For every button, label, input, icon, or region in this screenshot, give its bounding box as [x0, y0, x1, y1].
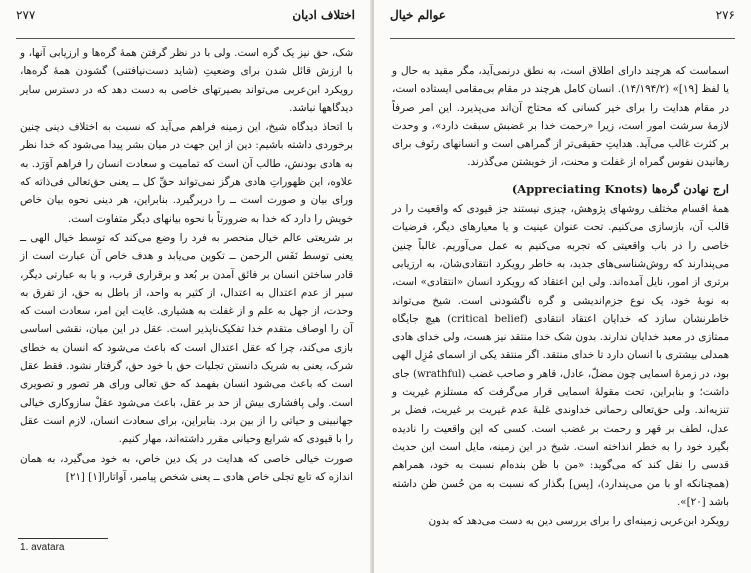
- page-body: [392, 62, 729, 530]
- paragraph: بر شریعتی عالم خیال منحصر به فرد را وضع می‌کند که توسط خیال الهی ــ یعنی توسط نَفَس الرحمن ــ تکوین می‌یابد و هدف خاص آن عبارت است از قادر ساختن انسان بر فائق آمدن بر بُعد و برقراری قرب، و با به عبارتی دیگر، سیر از عدم اعتدال به اعتدال، از کثیر به واحد، از باطل به حق، از تفرق به وحدت، از جهل به علم و از غفلت به هشیاری. غایت این امر، سعادت است که آن را اوصاف متقدم خدا تفکیک‌ناپذیر است. عقل در این میان، نقشی اساسی بازی می‌کند، چرا که عقل اعتدال است که باعث می‌شود که انسان به خطای شرک، یعنی به شریک دانستن تجلیات حق با خود حق، گرفتار نشود. فقط عقل است که باعث می‌شود انسان بفهمد که حق تعالی ورای هر تصور و تصویری است. ولی پافشاری بیش از حد بر عقل، باعث می‌شود عقلْ سازوکاری خیالی جهانبینی و حیاتی را از بین برد. بنابراین، برای سعادت انسان، لازم است عقل را با قیودی که شرایع وحیانی مقرر داشته‌اند، مهار کنیم.: [20, 231, 353, 446]
- running-title: اختلاف ادیان: [292, 8, 355, 22]
- paragraph: شک، حق نیز یک گره است. ولی با در نظر گرفتن همهٔ گره‌ها و ارزیابی آنها، و با ارزش قائل شدن برای وضعیتِ (شاید دست‌نیافتنی) گشودن همهٔ گره‌ها، رویکرد ابن‌عربی می‌تواند بصیرتهای خاصی به دست دهد که در دسترس سایر دیدگاهها نباشد.: [20, 47, 353, 114]
- footnote: 1. avatara: [20, 542, 65, 553]
- paragraph: رویکرد ابن‌عربی زمینه‌ای را برای بررسی دین به دست می‌دهد که بدون: [428, 515, 729, 528]
- section-heading: ارج نهادن گره‌ها (Appreciating Knots): [511, 181, 729, 196]
- running-title: عوالم خیال: [390, 8, 446, 22]
- paragraph: با اتحاذ دیدگاه شیخ، این زمینه فراهم می‌آید که نسبت به اختلاف دینی چنین برخوردی داشته باشیم: دین از این جهت در میان بشر پیدا می‌شود که خدا نظر به هادی بودنش، طالب آن است که تمامیت و سعادت انسان را فراهم آوَرَد. به علاوه، این ظهوراتِ هادی هرگز نمی‌تواند حقِّ کل ــ یعنی حق‌تعالی فی‌ذاته که ورای بیان و صورت است ــ را دربرگیرد. بنابراین، هر دینی نحوه بیان خاص خویش را دارد که خدا به ضرورتاً با نحوه بیانهای دیگر متفاوت است.: [20, 121, 353, 225]
- page-number: ۲۷۷: [16, 8, 36, 22]
- paragraph: صورت خیالی خاصی که هدایت در یک دین خاص، به خود می‌گیرد، به همان اندازه که تابع تجلی خاص هادی ــ یعنی شخص پیامبر، آواتارا[۱] [۲۱]: [20, 452, 353, 483]
- left-page: [0, 0, 372, 573]
- page-header: [390, 8, 735, 39]
- footnote-divider: [18, 538, 108, 539]
- page-body: [20, 44, 353, 486]
- paragraph: اسماست که هرچند دارای اطلاق است، به نطق درنمی‌آید، مگر مقید به حال و یا لفظ [۱۹]» (۱۴/۱۹۴/۲). انسان کامل هرچند در مقام بی‌مقامی ایستاده است، در مقام هدایت را برای خیر کسانی که محتاج آن‌اند می‌پذیرد. این امر صرفاً لازمهٔ سرشت امور است، زیرا «رحمت خدا بر غضبش سبقت دارد»، و وحدت بر کثرت غالب می‌آید. هدایتِ حقیقی‌تر از گمراهی است و انسانهای رئوف برای رهانیدن نفوس گمراه از غفلت و محنت، از خویشتن می‌گذرند.: [392, 65, 730, 169]
- page-number: ۲۷۶: [715, 8, 735, 22]
- paragraph: همهٔ اقسام مختلف روشهای پژوهش، چیزی نیستند جز قیودی که واقعیت را در قالب آن، بازسازی می‌کنیم. تحت عنوان عینیت و یا معیارهای دیگر، فرضیات خاصی را در باب واقعیتی که تجربه می‌کنیم به عمل می‌آوریم. غالباً چنین می‌پندارند که روش‌شناسی‌های جدید، به خاطر رویکرد انتقادی‌شان، به ارزیابی برتری از امور، نایل آمده‌اند. ولی این اعتقاد که رویکرد انسان «انتقادی» است، به نوبهٔ خود، یک نوع جزم‌اندیشی و گره ناگشودنی است. شیخ می‌تواند خاطرنشان سازد که خدایان اعتقاد انتقادی (critical belief) هیچ جایگاه ممتازی در معبد خدایان ندارند. بدون شک خدا منتقد نیز هست، ولی خدای هادی همدلی بیشتری با انسان دارد تا خدای منتقد. اگر منتقد یکی از اسمای مُزِل الهی بود، در زمرهٔ اسمایی چون مضلّ، عادل، قاهر و صاحب غضب (wrathful) جای داشت؛ و بنابراین، تحت مقولهٔ اسمایی قرار می‌گرفت که مستلزم غیریت و تنزیه‌اند. ولی حق‌تعالی رحمانی خداوندی غلبهٔ عدم غیریت بر غیریت، فضل بر عدل، لطف بر قهر و رحمت بر غضب است. کسی که این واقعیت را نادیده بگیرد خود را به خطر انداخته است. شیخ در این زمینه، مایل است این حدیث قدسی را نقل کند که می‌گوید: «من با ظن بنده‌ام نسبت به خود، همراهم (همچنانکه او با من می‌پندارد)، [پس] بگذار که نسبت به من حُسن ظن داشته باشد [۲۰]».: [392, 203, 730, 508]
- right-page: [374, 0, 751, 573]
- page-header: [16, 8, 355, 39]
